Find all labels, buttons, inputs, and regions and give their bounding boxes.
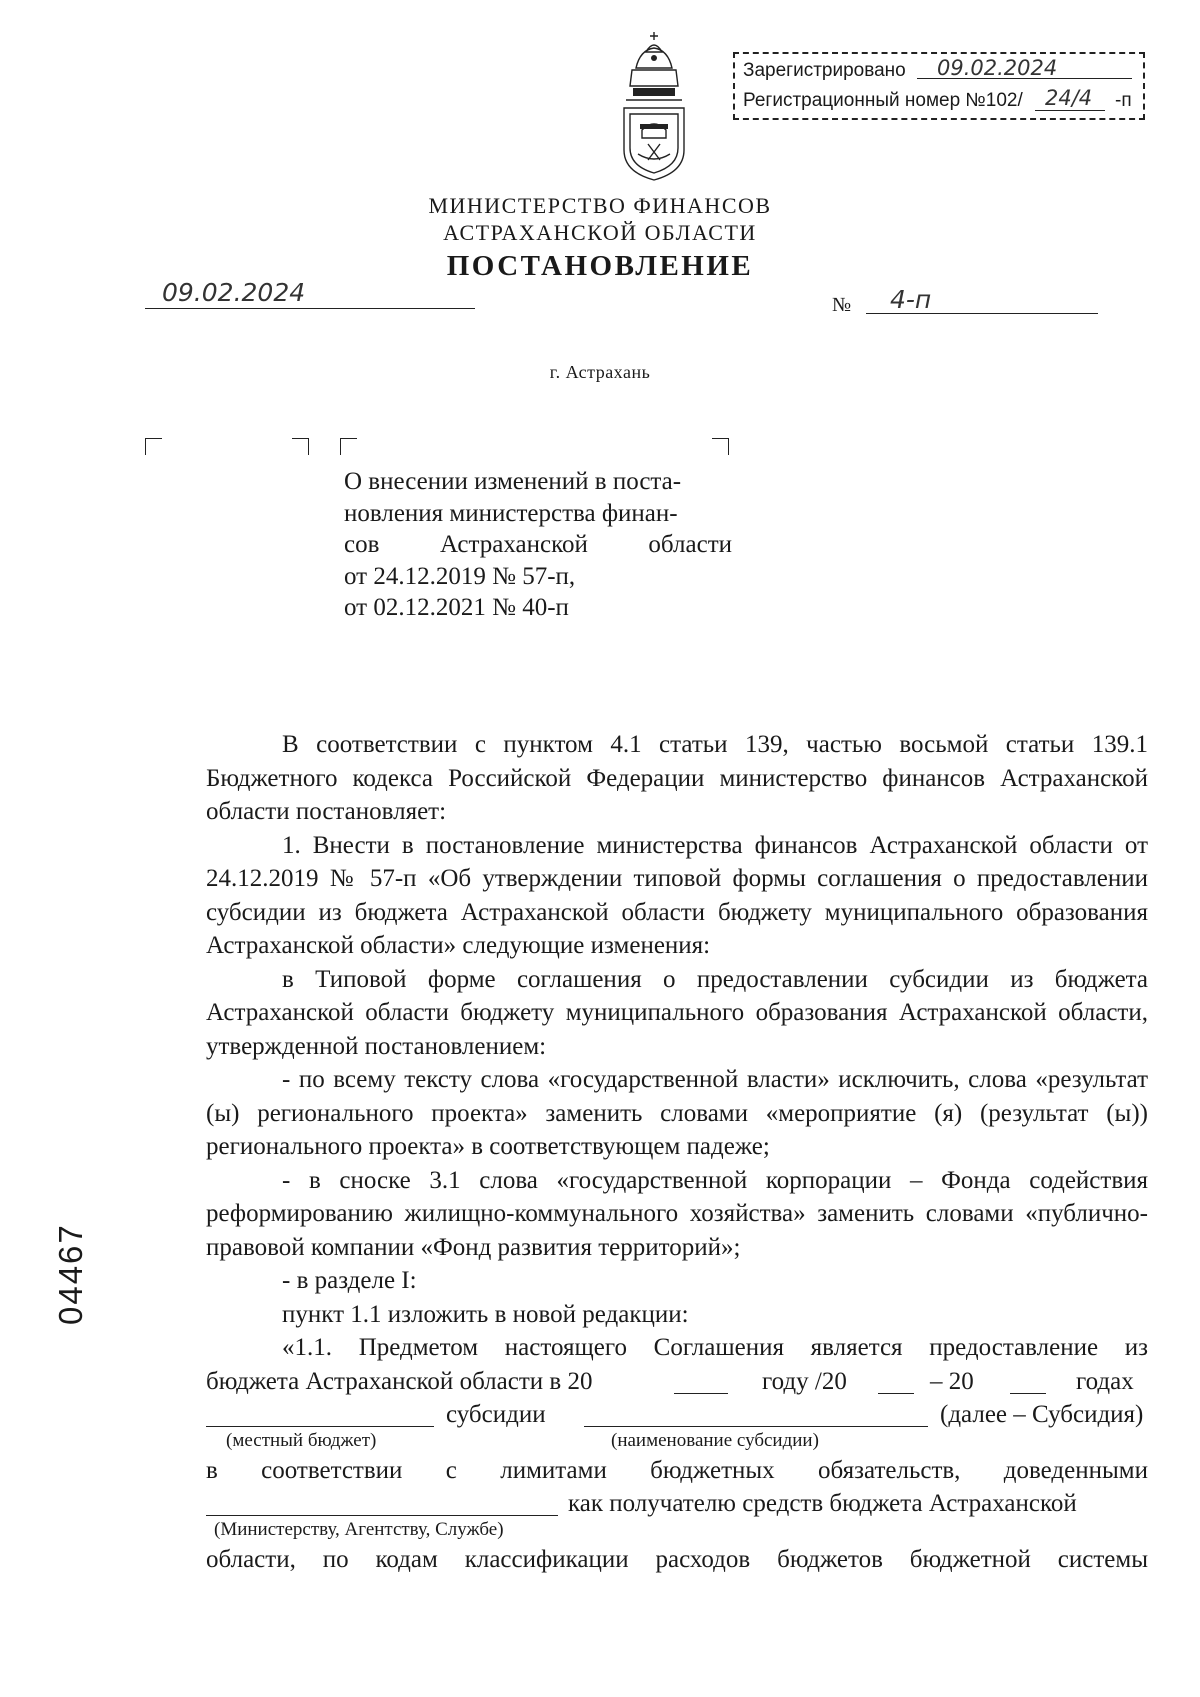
document-body	[206, 728, 1148, 1576]
paragraph-clause-text: «1.1. Предметом настоящего Соглашения является предоставление из	[282, 1334, 1148, 1361]
paragraph-clause-1-1: пункт 1.1 изложить в новой редакции:	[282, 1300, 689, 1328]
registration-stamp	[733, 52, 1145, 120]
paragraph-limits: в соответствии с лимитами бюджетных обязательств, доведенными	[206, 1456, 1148, 1484]
paragraph-change-2: - в сноске 3.1 слова «государственной корпорации – Фонда содействия реформированию жилищно-коммунального хозяйства» заменить словами «публично-правовой компании «Фонд развития территорий»;	[206, 1166, 1148, 1261]
caption-local-budget: (местный бюджет)	[226, 1429, 377, 1451]
subject-line: от 02.12.2021 № 40-п	[344, 594, 569, 621]
subsidy-name-blank	[584, 1404, 928, 1427]
form-row-subsidy	[206, 1398, 1148, 1432]
city-line: г. Астрахань	[549, 362, 651, 382]
corner-bracket-top-left-2	[340, 438, 357, 455]
ministry-name-line1: МИНИСТЕРСТВО ФИНАНСОВ	[428, 193, 772, 218]
caption-row	[206, 1518, 1148, 1543]
caption-subsidy-name: (наименование субсидии)	[611, 1429, 819, 1451]
form-text: субсидии	[446, 1401, 546, 1428]
reg-number-value: 24/4	[1045, 86, 1093, 110]
form-row-years	[206, 1365, 1148, 1399]
paragraph-classification: области, по кодам классификации расходов бюджетов бюджетной системы	[206, 1545, 1148, 1573]
registered-date: 09.02.2024	[937, 56, 1058, 80]
form-text: годах	[1076, 1367, 1134, 1395]
paragraph-change-1: - по всему тексту слова «государственной власти» исключить, слова «результат (ы) регионального проекта» заменить словами «мероприятие (я) (результат (ы)) регионального проекта» в соответствующем падеже;	[206, 1066, 1148, 1160]
reg-number-label: Регистрационный номер №102/	[743, 90, 1023, 111]
form-text: году /20	[762, 1367, 847, 1395]
recipient-blank	[206, 1493, 558, 1516]
coat-of-arms-emblem	[618, 30, 690, 185]
form-text: – 20	[930, 1367, 974, 1395]
subject-line: от 24.12.2019 № 57-п,	[344, 562, 576, 590]
reg-number-suffix: -п	[1115, 90, 1132, 111]
form-text: бюджета Астраханской области в 20	[206, 1367, 593, 1395]
year-blank	[674, 1371, 728, 1394]
document-number: 4-п	[890, 285, 932, 314]
document-type-title: ПОСТАНОВЛЕНИЕ	[446, 250, 754, 282]
caption-recipient: (Министерству, Агентству, Службе)	[214, 1518, 504, 1540]
paragraph-section-1: - в разделе I:	[282, 1267, 417, 1294]
reg-number-line	[1035, 110, 1105, 111]
date-underline	[145, 308, 475, 309]
corner-bracket-top-right	[292, 438, 309, 455]
subject-line: новления министерства финан-	[344, 499, 678, 527]
document-subject	[344, 466, 732, 624]
subject-line: О внесении изменений в поста-	[344, 468, 682, 495]
corner-bracket-top-right-2	[712, 438, 729, 455]
form-text: (далее – Субсидия)	[940, 1401, 1144, 1428]
number-sign: №	[832, 294, 852, 316]
form-row-recipient	[206, 1487, 1148, 1521]
corner-bracket-top-left	[145, 438, 162, 455]
registered-label: Зарегистрировано	[743, 60, 906, 81]
caption-row	[206, 1429, 1148, 1454]
year-blank	[878, 1371, 914, 1394]
paragraph-preamble: В соответствии с пунктом 4.1 статьи 139, частью восьмой статьи 139.1 Бюджетного кодекса Российской Федерации министерство финансов Астраханской области постановляет:	[206, 731, 1148, 825]
ministry-name-line2: АСТРАХАНСКОЙ ОБЛАСТИ	[443, 220, 757, 245]
document-date: 09.02.2024	[162, 278, 306, 307]
side-document-number: 04467	[52, 1223, 89, 1325]
paragraph-item-1: 1. Внести в постановление министерства финансов Астраханской области от 24.12.2019 № 57-п «Об утверждении типовой формы соглашения о предоставлении субсидии из бюджета Астраханской области бюджету муниципального образования Астраханской области» следующие изменения:	[206, 831, 1148, 959]
local-budget-blank	[206, 1404, 434, 1427]
year-blank	[1010, 1371, 1046, 1394]
subject-line: сов Астраханской области	[344, 531, 732, 558]
paragraph-form-intro: в Типовой форме соглашения о предоставлении субсидии из бюджета Астраханской области бюджету муниципального образования Астраханской области, утвержденной постановлением:	[206, 965, 1148, 1060]
form-text: как получателю средств бюджета Астраханской	[568, 1490, 1077, 1517]
